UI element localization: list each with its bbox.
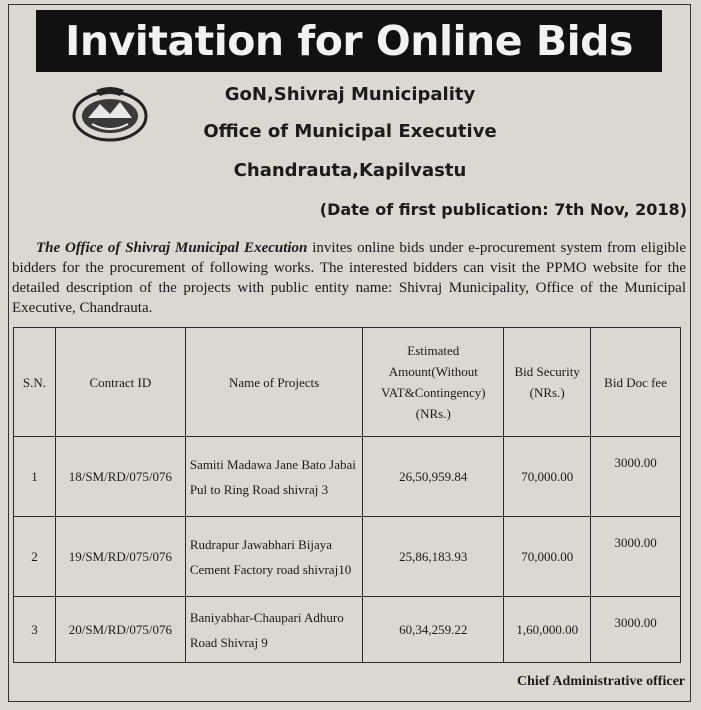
notice-body xyxy=(12,238,686,318)
cell-bid-security: 1,60,000.00 xyxy=(504,597,591,663)
cell-sn: 3 xyxy=(14,597,56,663)
cell-bid-security: 70,000.00 xyxy=(504,517,591,597)
header-project-name: Name of Projects xyxy=(185,328,363,437)
bid-table xyxy=(13,327,681,663)
cell-bid-doc-fee: 3000.00 xyxy=(591,597,681,663)
cell-bid-doc-fee: 3000.00 xyxy=(591,517,681,597)
header-sn: S.N. xyxy=(14,328,56,437)
cell-estimated-amount: 60,34,259.22 xyxy=(363,597,504,663)
cell-contract-id: 19/SM/RD/075/076 xyxy=(55,517,185,597)
table-header-row xyxy=(14,328,681,437)
publication-date: (Date of first publication: 7th Nov, 2018) xyxy=(319,200,687,219)
org-name: GoN,Shivraj Municipality xyxy=(224,84,476,105)
org-location: Chandrauta,Kapilvastu xyxy=(233,160,467,181)
notice-body-rest: invites online bids under e-procurement system from eligible bidders for the procurement of following works. The interested bidders can visit the PPMO website for the detailed description of the projects with public entity name: Shivraj Municipality, Office of the Municipal Executive, Chandrauta. xyxy=(12,240,686,316)
nepal-emblem-icon xyxy=(70,84,150,144)
cell-estimated-amount: 25,86,183.93 xyxy=(363,517,504,597)
cell-sn: 1 xyxy=(14,437,56,517)
cell-project-name: Rudrapur Jawabhari Bijaya Cement Factory road shivraj10 xyxy=(185,517,363,597)
header-estimated-amount: Estimated Amount(Without VAT&Contingency) (NRs.) xyxy=(363,328,504,437)
cell-bid-security: 70,000.00 xyxy=(504,437,591,517)
header-bid-security: Bid Security (NRs.) xyxy=(504,328,591,437)
org-office: Office of Municipal Executive xyxy=(203,121,497,142)
table-row xyxy=(14,517,681,597)
table-row xyxy=(14,597,681,663)
cell-estimated-amount: 26,50,959.84 xyxy=(363,437,504,517)
cell-contract-id: 18/SM/RD/075/076 xyxy=(55,437,185,517)
header-bid-doc-fee: Bid Doc fee xyxy=(591,328,681,437)
table-row xyxy=(14,437,681,517)
cell-project-name: Samiti Madawa Jane Bato Jabai Pul to Ring Road shivraj 3 xyxy=(185,437,363,517)
header-contract-id: Contract ID xyxy=(55,328,185,437)
cell-sn: 2 xyxy=(14,517,56,597)
notice-body-lead: The Office of Shivraj Municipal Execution xyxy=(36,240,308,256)
cell-contract-id: 20/SM/RD/075/076 xyxy=(55,597,185,663)
cell-bid-doc-fee: 3000.00 xyxy=(591,437,681,517)
signature-line: Chief Administrative officer xyxy=(517,674,685,689)
notice-title: Invitation for Online Bids xyxy=(36,10,662,72)
cell-project-name: Baniyabhar-Chaupari Adhuro Road Shivraj 9 xyxy=(185,597,363,663)
